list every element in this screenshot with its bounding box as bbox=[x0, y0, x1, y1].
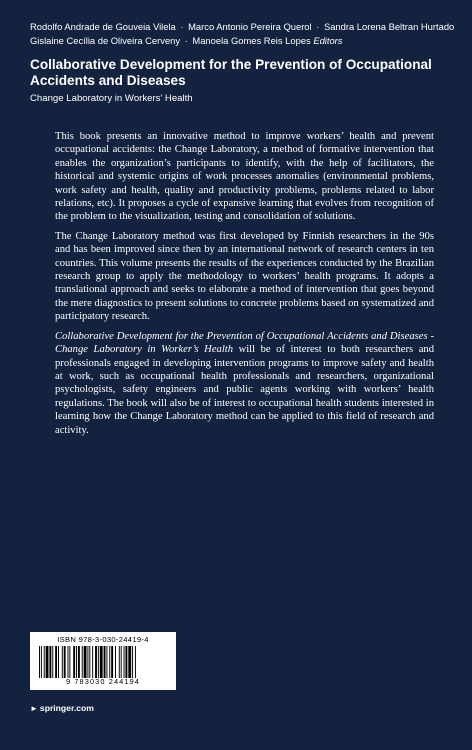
barcode bbox=[30, 632, 176, 690]
isbn-label: ISBN 978-3-030-24419-4 bbox=[57, 635, 149, 644]
editor-name: Sandra Lorena Beltran Hurtado bbox=[323, 21, 455, 32]
separator: · bbox=[180, 21, 184, 32]
editor-name: Rodolfo Andrade de Gouveia Vilela bbox=[30, 21, 176, 32]
separator: · bbox=[316, 21, 320, 32]
blurb-paragraph-3 bbox=[55, 330, 434, 437]
publisher-link[interactable] bbox=[30, 703, 94, 713]
book-subtitle: Change Laboratory in Workers’ Health bbox=[30, 93, 193, 104]
separator: · bbox=[184, 34, 188, 46]
barcode-bars bbox=[39, 646, 171, 678]
blurb-paragraph-1: This book presents an innovative method to improve workers’ health and prevent occupational accidents: the Change Laboratory, a method of formative intervention that enables the organization’s participants to identify, with the help of facilitators, the historical and systemic origins of work processes anomalies (environmental problems, work safety and health, quality and productivity problems, problems related to labor relations, etc). It proposes a cycle of expansive learning that evolves from recognition of the problem to the visualization, testing and consolidation of solutions. bbox=[55, 131, 434, 223]
blurb-paragraph-2: The Change Laboratory method was first developed by Finnish researchers in the 90s and has been improved since then by an international network of research centers in ten countries. This volume presents the results of the experiences conducted by the Brazilian research group to apply the methodology to workers’ health programs. It adopts a translational approach and seeks to elaborate a method of intervention that goes beyond the mere diagnostics to present solutions to concrete problems based on systematized and participatory research. bbox=[55, 230, 434, 323]
blurb-book-title: Collaborative Development for the Prevention of Occupational Accidents and Diseases - Change Laboratory in Worker’s Health bbox=[55, 330, 434, 356]
editors-line bbox=[30, 20, 455, 47]
editor-name: Gislaine Cecília de Oliveira Cerveny bbox=[30, 34, 181, 46]
arrow-icon: ► bbox=[30, 703, 38, 713]
book-title: Collaborative Development for the Prevention of Occupational Accidents and Diseases bbox=[30, 57, 432, 88]
blurb bbox=[55, 130, 434, 443]
editors-role-label: Editors bbox=[313, 34, 343, 46]
barcode-digits: 9 783030 244194 bbox=[65, 677, 141, 686]
publisher-url: springer.com bbox=[39, 703, 94, 713]
blurb-paragraph-3-text: will be of interest to both researchers and professionals engaged in developing intervention programs to improve safety and health at work, such as occupational health professionals and researchers, organizational psychologists, safety engineers and public agents working with workers’ health regulations. The book will also be of interest to occupational health students interested in learning how the Change Laboratory method can be applied to this field of research and activity. bbox=[55, 344, 434, 436]
editor-name: Marco Antonio Pereira Querol bbox=[188, 21, 312, 32]
editor-name: Manoela Gomes Reis Lopes bbox=[192, 34, 311, 46]
